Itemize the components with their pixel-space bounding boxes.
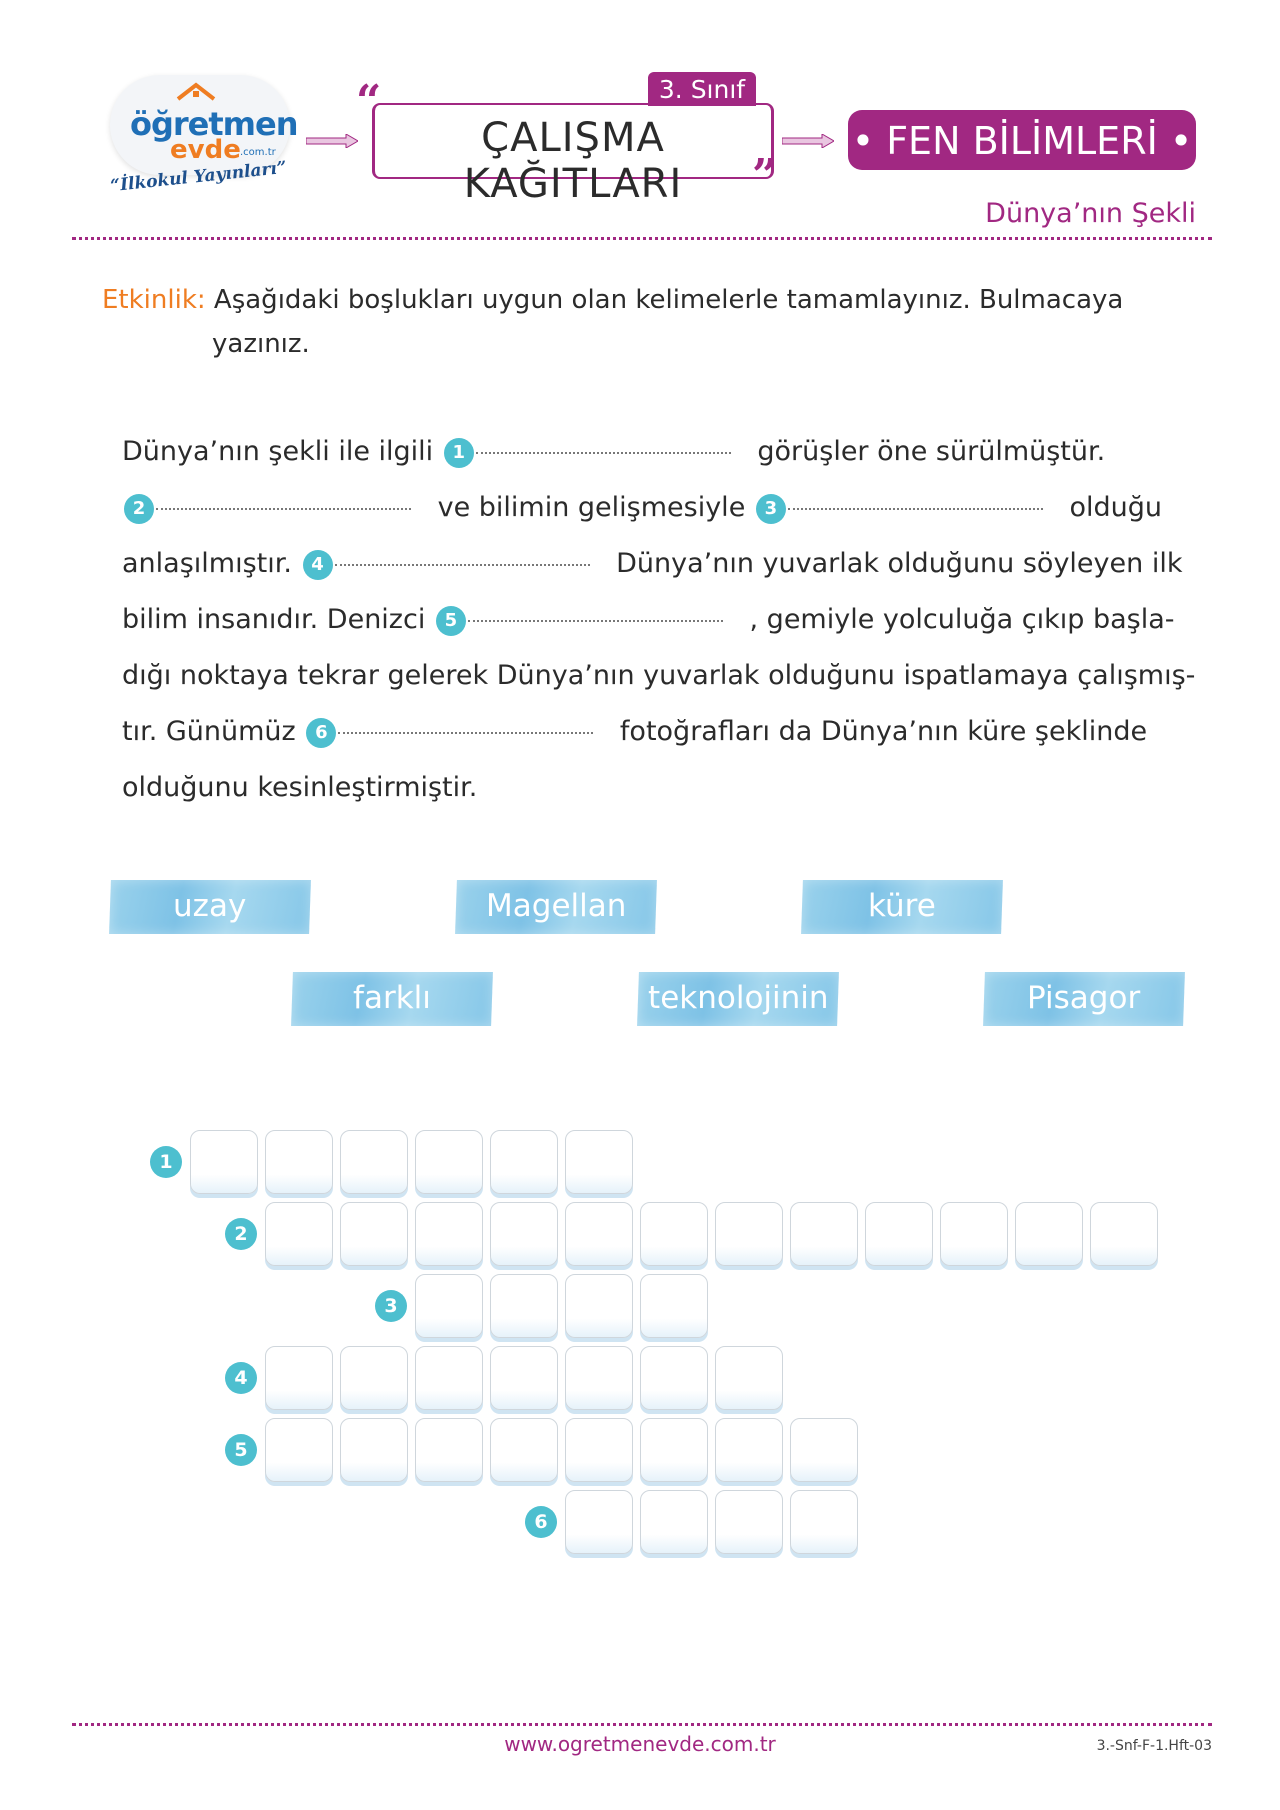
puzzle-cell[interactable]	[415, 1202, 483, 1266]
puzzle-cell[interactable]	[265, 1130, 333, 1194]
puzzle-cell[interactable]	[715, 1202, 783, 1266]
puzzle-cell[interactable]	[715, 1490, 783, 1554]
puzzle-cell[interactable]	[1015, 1202, 1083, 1266]
word-card[interactable]	[801, 880, 1003, 934]
puzzle-row-number: 4	[225, 1362, 257, 1394]
arrow-right-icon	[782, 134, 834, 148]
puzzle-cell[interactable]	[640, 1490, 708, 1554]
puzzle-row-number: 2	[225, 1218, 257, 1250]
answer-blank-1[interactable]	[476, 452, 731, 454]
paragraph-line	[122, 704, 1162, 760]
paragraph-text: Dünya’nın şekli ile ilgili	[122, 436, 434, 467]
word-card[interactable]	[109, 880, 311, 934]
puzzle-cell[interactable]	[640, 1346, 708, 1410]
puzzle-cell[interactable]	[415, 1346, 483, 1410]
open-quote-icon: “	[356, 76, 382, 127]
puzzle-cell[interactable]	[490, 1346, 558, 1410]
puzzle-cell[interactable]	[715, 1418, 783, 1482]
number-badge: 5	[436, 606, 466, 636]
arrow-right-icon	[306, 134, 358, 148]
paragraph-line	[122, 424, 1162, 480]
puzzle-cell[interactable]	[640, 1274, 708, 1338]
paragraph-line	[122, 536, 1183, 592]
header-divider	[72, 237, 1212, 240]
logo-text-main: öğretmen	[130, 105, 298, 143]
number-badge: 2	[124, 494, 154, 524]
puzzle-cell[interactable]	[565, 1418, 633, 1482]
answer-blank-4[interactable]	[335, 564, 590, 566]
puzzle-cell[interactable]	[865, 1202, 933, 1266]
puzzle-cell[interactable]	[265, 1418, 333, 1482]
word-card-label: farklı	[353, 980, 431, 1016]
word-card-label: küre	[868, 888, 936, 924]
puzzle-cell[interactable]	[790, 1202, 858, 1266]
paragraph-line	[122, 592, 1175, 648]
puzzle-cell[interactable]	[340, 1130, 408, 1194]
logo	[100, 55, 300, 215]
word-card[interactable]	[455, 880, 657, 934]
task-label: Etkinlik:	[102, 285, 206, 315]
puzzle-cell[interactable]	[415, 1274, 483, 1338]
word-card-label: Pisagor	[1027, 980, 1141, 1016]
puzzle-row-number: 1	[150, 1146, 182, 1178]
logo-domain: .com.tr	[240, 147, 276, 158]
paragraph-text: tır. Günümüz	[122, 716, 296, 747]
task-text-2: yazınız.	[212, 329, 310, 359]
word-card[interactable]	[291, 972, 493, 1026]
puzzle-cell[interactable]	[790, 1490, 858, 1554]
puzzle-cell[interactable]	[790, 1418, 858, 1482]
puzzle-cell[interactable]	[565, 1346, 633, 1410]
puzzle-cell[interactable]	[265, 1202, 333, 1266]
task-text-1: Aşağıdaki boşlukları uygun olan kelimelerle tamamlayınız. Bulmacaya	[213, 285, 1124, 315]
paragraph-text: olduğunu kesinleştirmiştir.	[122, 772, 478, 803]
paragraph-text: Dünya’nın yuvarlak olduğunu söyleyen ilk	[616, 548, 1183, 579]
number-badge: 1	[444, 438, 474, 468]
topic-title: Dünya’nın Şekli	[985, 198, 1196, 229]
task-line-1	[102, 278, 1142, 322]
task-instructions	[102, 278, 1142, 366]
paragraph-text: ve bilimin gelişmesiyle	[437, 492, 746, 523]
number-badge: 4	[303, 550, 333, 580]
puzzle-cell[interactable]	[265, 1346, 333, 1410]
title-box	[372, 103, 774, 207]
paragraph-text: , gemiyle yolculuğa çıkıp başla-	[749, 604, 1175, 635]
puzzle-cell[interactable]	[640, 1418, 708, 1482]
paragraph-text: olduğu	[1069, 492, 1163, 523]
puzzle-cell[interactable]	[190, 1130, 258, 1194]
puzzle-cell[interactable]	[565, 1202, 633, 1266]
puzzle-row-number: 3	[375, 1290, 407, 1322]
fill-in-paragraph	[122, 424, 1196, 816]
footer-code: 3.-Snf-F-1.Hft-03	[1096, 1738, 1212, 1754]
puzzle-cell[interactable]	[940, 1202, 1008, 1266]
paragraph-text: anlaşılmıştır.	[122, 548, 292, 579]
grade-badge: 3. Sınıf	[648, 72, 756, 106]
page-title: ÇALIŞMA KAĞITLARI	[463, 115, 683, 207]
paragraph-line	[122, 480, 1162, 536]
paragraph-line	[122, 760, 1162, 816]
puzzle-cell[interactable]	[490, 1202, 558, 1266]
puzzle-cell[interactable]	[415, 1418, 483, 1482]
close-quote-icon: ”	[752, 150, 778, 201]
puzzle-cell[interactable]	[415, 1130, 483, 1194]
puzzle-cell[interactable]	[340, 1346, 408, 1410]
puzzle-row-number: 6	[525, 1506, 557, 1538]
answer-blank-5[interactable]	[468, 620, 723, 622]
puzzle-cell[interactable]	[715, 1346, 783, 1410]
answer-blank-2[interactable]	[156, 508, 411, 510]
footer-divider	[72, 1723, 1212, 1726]
puzzle-cell[interactable]	[490, 1274, 558, 1338]
footer-url: www.ogretmenevde.com.tr	[504, 1732, 776, 1756]
subject-badge: • FEN BİLİMLERİ •	[848, 110, 1196, 170]
puzzle-cell[interactable]	[340, 1202, 408, 1266]
puzzle-cell[interactable]	[490, 1130, 558, 1194]
number-badge: 6	[306, 718, 336, 748]
puzzle-cell[interactable]	[565, 1130, 633, 1194]
puzzle-cell[interactable]	[490, 1418, 558, 1482]
answer-blank-6[interactable]	[338, 732, 593, 734]
paragraph-text: görüşler öne sürülmüştür.	[757, 436, 1106, 467]
paragraph-line	[122, 648, 1196, 704]
paragraph-text: bilim insanıdır. Denizci	[122, 604, 426, 635]
paragraph-text: fotoğrafları da Dünya’nın küre şeklinde	[619, 716, 1148, 747]
word-card-label: teknolojinin	[647, 980, 829, 1016]
puzzle-cell[interactable]	[565, 1490, 633, 1554]
puzzle-cell[interactable]	[565, 1274, 633, 1338]
puzzle-row-number: 5	[225, 1434, 257, 1466]
word-card[interactable]	[983, 972, 1185, 1026]
word-card[interactable]	[637, 972, 839, 1026]
logo-tagline: “İlkokul Yayınları”	[109, 157, 288, 197]
word-card-label: Magellan	[485, 888, 627, 924]
number-badge: 3	[756, 494, 786, 524]
puzzle-cell[interactable]	[640, 1202, 708, 1266]
puzzle-cell[interactable]	[1090, 1202, 1158, 1266]
answer-blank-3[interactable]	[788, 508, 1043, 510]
logo-text-sub: evde	[170, 135, 241, 165]
paragraph-text: dığı noktaya tekrar gelerek Dünya’nın yuvarlak olduğunu ispatlamaya çalışmış-	[122, 660, 1196, 691]
puzzle-cell[interactable]	[340, 1418, 408, 1482]
word-card-label: uzay	[173, 888, 247, 924]
